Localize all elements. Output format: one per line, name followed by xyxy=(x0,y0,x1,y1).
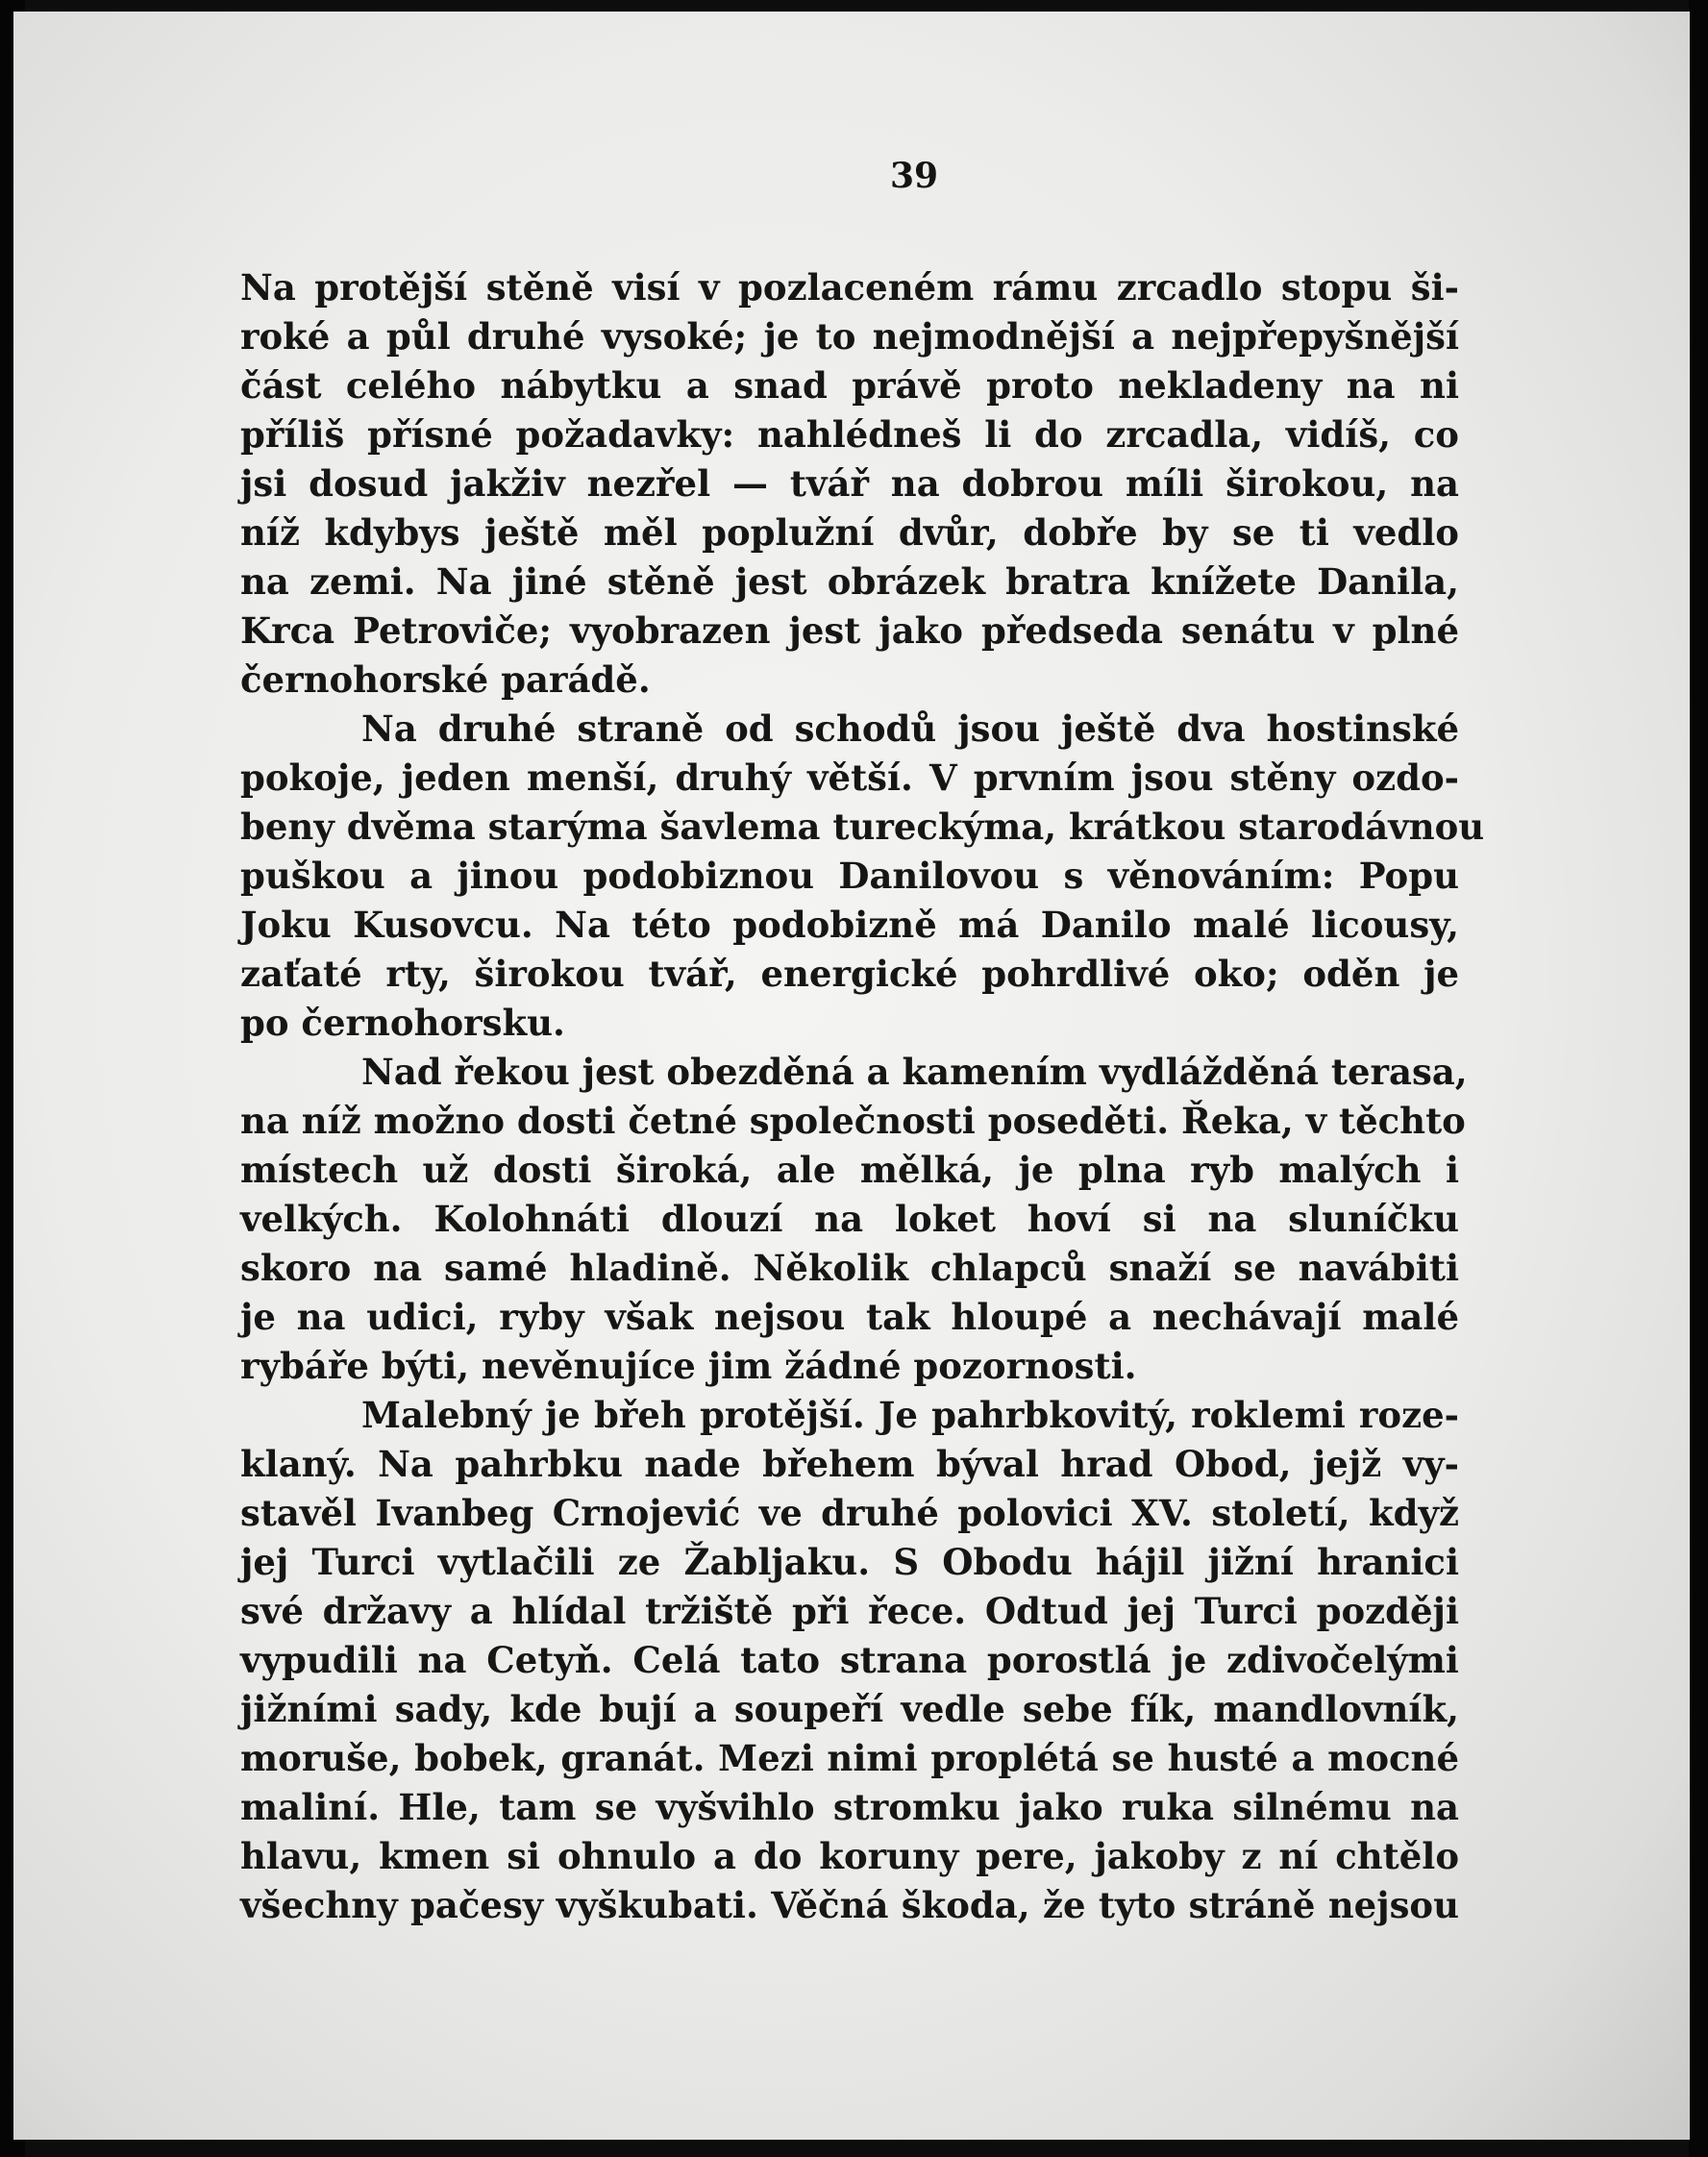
text-line: Krca Petroviče; vyobrazen jest jako předseda senátu v plné xyxy=(240,609,1459,652)
page-number: 39 xyxy=(889,156,939,196)
text-line: roké a půl druhé vysoké; je to nejmodnější a nejpřepyšnější xyxy=(240,315,1459,358)
text-line: moruše, bobek, granát. Mezi nimi proplétá se husté a mocné xyxy=(240,1737,1459,1779)
text-line: stavěl Ivanbeg Crnojević ve druhé polovici XV. století, když xyxy=(240,1492,1459,1534)
text-line: jsi dosud jakživ nezřel — tvář na dobrou míli širokou, na xyxy=(240,462,1459,505)
scan-border-right xyxy=(1689,0,1708,2157)
book-page xyxy=(13,12,1690,2140)
text-line: část celého nábytku a snad právě proto nekladeny na ni xyxy=(240,364,1459,407)
text-line: na níž možno dosti četné společnosti poseděti. Řeka, v těchto xyxy=(240,1100,1466,1142)
text-line: je na udici, ryby však nejsou tak hloupé a nechávají malé xyxy=(240,1296,1459,1338)
text-line: jej Turci vytlačili ze Žabljaku. S Obodu hájil jižní hranici xyxy=(240,1541,1459,1583)
text-line: puškou a jinou podobiznou Danilovou s věnováním: Popu xyxy=(240,855,1459,897)
text-line: rybáře býti, nevěnujíce jim žádné pozornosti. xyxy=(240,1345,1137,1387)
text-line: velkých. Kolohnáti dlouzí na loket hoví si na sluníčku xyxy=(240,1198,1459,1240)
text-line: Malebný je břeh protější. Je pahrbkovitý, roklemi roze- xyxy=(361,1394,1459,1436)
text-line: níž kdybys ještě měl poplužní dvůr, dobře by se ti vedlo xyxy=(240,511,1459,554)
text-line: jižními sady, kde bují a soupeří vedle sebe fík, mandlovník, xyxy=(240,1688,1459,1730)
text-line: Na druhé straně od schodů jsou ještě dva hostinské xyxy=(361,707,1459,750)
text-line: Nad řekou jest obezděná a kamením vydlážděná terasa, xyxy=(361,1051,1468,1093)
text-line: příliš přísné požadavky: nahlédneš li do zrcadla, vidíš, co xyxy=(240,413,1459,456)
text-line: beny dvěma starýma šavlema tureckýma, krátkou starodávnou xyxy=(240,806,1485,848)
text-line: Na protější stěně visí v pozlaceném rámu zrcadlo stopu ši- xyxy=(240,266,1459,309)
text-line: skoro na samé hladině. Několik chlapců snaží se navábiti xyxy=(240,1247,1459,1289)
text-line: maliní. Hle, tam se vyšvihlo stromku jako ruka silnému na xyxy=(240,1786,1459,1828)
text-line: všechny pačesy vyškubati. Věčná škoda, že tyto stráně nejsou xyxy=(240,1884,1459,1926)
text-line: zaťaté rty, širokou tvář, energické pohrdlivé oko; oděn je xyxy=(240,953,1459,995)
text-line: po černohorsku. xyxy=(240,1002,565,1044)
text-line: černohorské parádě. xyxy=(240,658,651,701)
text-line: vypudili na Cetyň. Celá tato strana porostlá je zdivočelými xyxy=(240,1639,1459,1681)
body-text xyxy=(240,263,1485,1930)
text-line: hlavu, kmen si ohnulo a do koruny pere, jakoby z ní chtělo xyxy=(240,1835,1459,1877)
text-line: Joku Kusovcu. Na této podobizně má Danilo malé licousy, xyxy=(240,904,1459,946)
text-line: na zemi. Na jiné stěně jest obrázek bratra knížete Danila, xyxy=(240,560,1459,603)
text-line: klaný. Na pahrbku nade břehem býval hrad Obod, jejž vy- xyxy=(240,1443,1459,1485)
text-line: místech už dosti široká, ale mělká, je plna ryb malých i xyxy=(240,1149,1459,1191)
text-line: své državy a hlídal tržiště při řece. Odtud jej Turci později xyxy=(240,1590,1459,1632)
text-line: pokoje, jeden menší, druhý větší. V prvním jsou stěny ozdo- xyxy=(240,756,1459,799)
